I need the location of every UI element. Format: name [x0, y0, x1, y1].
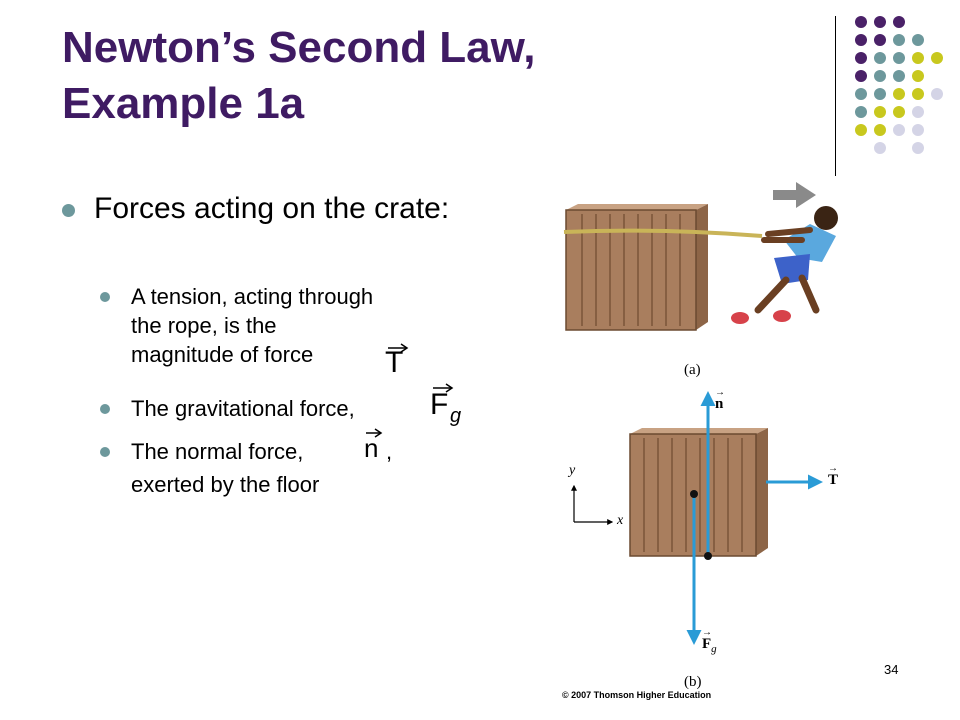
label-n-text: n: [715, 396, 724, 412]
label-n: → n: [715, 387, 725, 412]
coordinate-axes: [574, 486, 612, 522]
label-F-text: F: [702, 636, 712, 652]
bullet-gravitational: [100, 395, 440, 425]
gravity-subscript: g: [450, 405, 462, 427]
caption-a: (a): [684, 362, 701, 378]
label-F-subscript: g: [711, 643, 717, 655]
label-Fg: → $F_g$: [702, 627, 717, 655]
motion-arrow-icon: [773, 182, 816, 208]
normal-line-2: exerted by the floor: [131, 472, 320, 497]
tension-line-1: A tension, acting through: [131, 284, 374, 309]
label-T: → T: [828, 463, 839, 488]
decorative-divider: [835, 16, 836, 176]
gravitational-text: The gravitational force,: [131, 396, 355, 421]
dot-grid-dots: [855, 16, 943, 154]
axis-x-label: x: [617, 513, 624, 528]
crate-icon: [566, 204, 708, 330]
normal-symbol-letter: n: [364, 433, 379, 463]
bullet-dot: [100, 292, 110, 302]
tension-line-3: magnitude of force: [131, 342, 314, 367]
crate-icon: [630, 428, 768, 556]
label-T-text: T: [828, 472, 839, 488]
figure-a-illustration: [540, 170, 860, 350]
bullet-dot: [62, 204, 75, 217]
copyright-notice: © 2007 Thomson Higher Education: [562, 690, 712, 700]
tension-line-2: the rope, is the: [131, 313, 277, 338]
normal-comma: ,: [386, 439, 393, 464]
tension-symbol-letter: T: [385, 346, 404, 379]
title-line-1: Newton’s Second Law,: [62, 23, 536, 72]
figure-b-free-body-diagram: [560, 388, 860, 668]
bullet-normal: [100, 438, 480, 498]
page-number: 34: [884, 662, 899, 677]
center-of-mass-dot: [690, 490, 698, 498]
contact-point-dot: [704, 552, 712, 560]
gravity-symbol-letter: F: [430, 388, 449, 421]
normal-line-1: The normal force,: [131, 439, 304, 464]
bullet-dot: [100, 447, 110, 457]
caption-b: (b): [684, 674, 702, 690]
axis-y-label: y: [569, 463, 576, 478]
bullet-dot: [100, 404, 110, 414]
slide-title: [62, 20, 782, 132]
bullet-text: Forces acting on the crate:: [94, 192, 450, 225]
bullet-tension: [100, 283, 480, 373]
person-pulling-icon: [731, 206, 838, 324]
title-line-2: Example 1a: [62, 79, 305, 128]
